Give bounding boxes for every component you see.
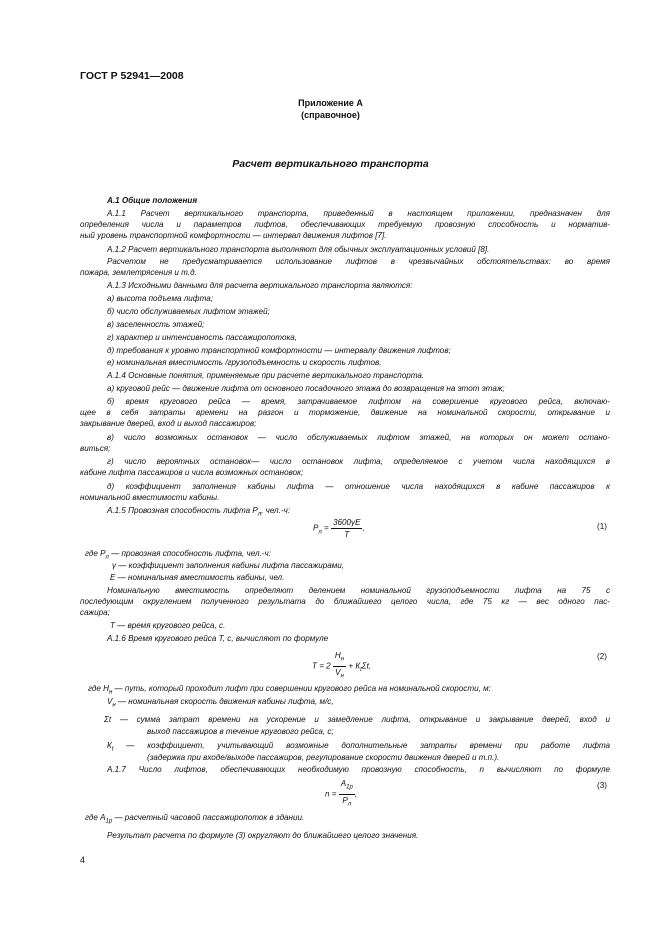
appendix-note: (справочное): [301, 110, 360, 120]
fraction: $\frac{А_{1р}}{Р_л}$: [340, 779, 353, 808]
standard-number: ГОСТ Р 52941—2008: [80, 70, 184, 82]
paragraph-line: А.1.6 Время кругового рейса Т, с, вычисляют по формуле: [107, 634, 329, 643]
list-item: а) круговой рейс — движение лифта от основного посадочного этажа до возвращения на этот этаж;: [107, 384, 505, 393]
formula-1: $Р_л$ = $\frac{3600\gamma Е}{Т}$ ,: [313, 518, 365, 539]
list-item: д) коэффициент заполнения кабины лифта — отношение числа находящихся в кабине пассажиров к: [107, 482, 610, 491]
formula-3: n = $\frac{А_{1р}}{Р_л}$ ,: [325, 778, 357, 810]
paragraph-line: Номинальную вместимость определяют делением номинальной грузоподъемности лифта на 75 с: [107, 586, 610, 595]
paragraph-line: закрывание дверей, вход и выход пассажиров;: [80, 419, 257, 428]
paragraph-line: определения числа и параметров лифтов, обеспечивающих требуемую провозную способность и норматив-: [80, 220, 610, 229]
paragraph-line: А.1.2 Расчет вертикального транспорта выполняют для обычных эксплуатационных условий [8].: [107, 245, 490, 254]
page-number: 4: [80, 855, 86, 865]
document-title: Расчет вертикального транспорта: [232, 158, 429, 170]
paragraph-line: пожара, землетрясения и т.д.: [80, 268, 197, 277]
where-line: (задержка при входе/выходе пассажиров, регулирование скорости движения дверей и т.п.).: [147, 753, 500, 762]
paragraph-line: А.1.7 Число лифтов, обеспечивающих необходимую провозную способность, n вычисляют по формуле: [107, 765, 610, 774]
where-line: где $Р_л$ — провозная способность лифта, чел.-ч:: [85, 549, 271, 561]
paragraph-line: номинальной вместимости кабины.: [80, 493, 220, 502]
paragraph-line: ный уровень транспортной комфортности — интервал движения лифтов [7].: [80, 231, 387, 240]
list-item: в) число возможных остановок — число обслуживаемых лифтом этажей, на которых он может остано-: [107, 433, 610, 442]
where-line: где $Н_н$ — путь, который проходит лифт при совершении кругового рейса на номинальной скорости, м:: [88, 684, 491, 696]
paragraph-line: Результат расчета по формуле (3) округляют до ближайшего целого значения.: [107, 831, 419, 840]
where-line: Т — время кругового рейса, с.: [110, 621, 226, 630]
list-item: г) характер и интенсивность пассажиропотока,: [107, 333, 298, 342]
where-line: Σt — сумма затрат времени на ускорение и замедление лифта, открывание и закрывание дверей, вход и: [104, 715, 610, 724]
equation-number: (1): [597, 522, 607, 531]
list-item: а) высота подъема лифта;: [107, 294, 213, 303]
where-line: $К_t$ — коэффициент, учитывающий возможные дополнительные затраты времени при работе лифта: [107, 741, 610, 753]
paragraph-line: виться;: [80, 444, 111, 453]
list-item: е) номинальная вместимость /грузоподъемность и скорость лифтов.: [107, 358, 382, 367]
list-item: г) число вероятных остановок— число остановок лифта, определяемое с учетом числа находящихся в: [107, 457, 610, 466]
where-line: выход пассажиров в течение кругового рейса, с;: [147, 727, 334, 736]
where-line: γ — коэффициент заполнения кабины лифта пассажирами,: [112, 561, 345, 570]
where-line: Е — номинальная вместимость кабины, чел.: [110, 573, 285, 582]
equation-number: (2): [597, 652, 607, 661]
list-item: д) требования к уровню транспортной комфортности — интервалу движения лифтов;: [107, 346, 451, 355]
equation-number: (3): [597, 781, 607, 790]
list-item: в) заселенность этажей;: [107, 320, 205, 329]
appendix-heading: [0, 97, 661, 121]
paragraph-line: А.1.1 Расчет вертикального транспорта, приведенный в настоящем приложении, предназначен для: [107, 209, 610, 218]
paragraph-line: А.1.3 Исходными данными для расчета вертикального транспорта являются:: [107, 281, 413, 290]
where-line: где $А_{1р}$ — расчетный часовой пассажиропоток в здании.: [85, 813, 305, 825]
paragraph-line: А.1.5 Провозная способность лифта $Р_л$, чел.-ч:: [107, 506, 291, 518]
paragraph-line: кабине лифта пассажиров и числа возможных остановок;: [80, 468, 304, 477]
paragraph-line: последующим округлением полученного результата до ближайшего целого числа, где 75 кг — вес одного пас-: [80, 597, 610, 606]
paragraph-line: Расчетом не предусматривается использование лифтов в чрезвычайных обстоятельствах: во время: [107, 257, 610, 266]
list-item: б) время кругового рейса — время, затрачиваемое лифтом на совершение кругового рейса, включаю-: [107, 397, 610, 406]
paragraph-line: щее в себя затраты времени на разгон и торможение, движение на номинальной скорости, открывание и: [80, 408, 610, 417]
appendix-title: Приложение А: [298, 98, 363, 108]
paragraph-line: А.1.4 Основные понятия, применяемые при расчете вертикального транспорта.: [107, 371, 425, 380]
formula-2: Т = 2 $\frac{Н_н}{V_н}$ + $К_t\Sigma t$,: [312, 650, 371, 682]
section-heading: А.1 Общие положения: [107, 196, 198, 205]
where-line: $V_н$ — номинальная скорость движения кабины лифта, м/с,: [107, 697, 334, 709]
list-item: б) число обслуживаемых лифтом этажей;: [107, 307, 270, 316]
fraction: $\frac{Н_н}{V_н}$: [334, 651, 345, 680]
paragraph-line: сажира;: [80, 608, 110, 617]
fraction: $\frac{3600\gamma Е}{Т}$: [333, 518, 361, 539]
